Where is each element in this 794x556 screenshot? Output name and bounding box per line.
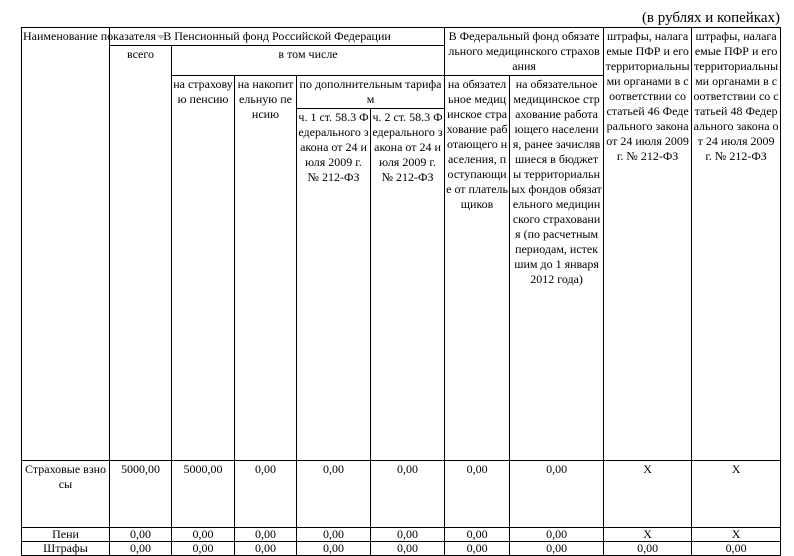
cell-funded-pension: 0,00 — [235, 461, 297, 528]
ffoms-legacy-header: на обязательное медицинское страхование работающего населения, ранее зачислявшиеся в бюджеты территориальных фондов обязательного медицинского страхования (по расчетным периодам, истекшим до 1 января 2012 года) — [510, 76, 604, 461]
cell-fines-46: X — [604, 528, 692, 542]
total-header: всего — [110, 46, 172, 461]
cell-fines-48: 0,00 — [692, 542, 781, 556]
cell-insurance-pension: 0,00 — [172, 542, 235, 556]
ffoms-working-header: на обязательное медицинское страхование работающего населения, поступающие от плательщиков — [445, 76, 510, 461]
cell-total: 5000,00 — [110, 461, 172, 528]
filter-dropdown-icon[interactable] — [157, 35, 165, 40]
art58-2-header: ч. 2 ст. 58.3 Федерального закона от 24 июля 2009 г. № 212-ФЗ — [371, 109, 445, 461]
cell-art58-2: 0,00 — [371, 542, 445, 556]
row-label: Страховые взносы — [22, 461, 110, 528]
fines-48-header: штрафы, налагаемые ПФР и его территориальными органами в соответствии со статьей 48 Федерального закона от 24 июля 2009 г. № 212-ФЗ — [692, 28, 781, 461]
fines-46-header: штрафы, налагаемые ПФР и его территориальными органами в соответствии со статьей 46 Федерального закона от 24 июля 2009 г. № 212-ФЗ — [604, 28, 692, 461]
cell-fines-48: X — [692, 461, 781, 528]
art58-1-header: ч. 1 ст. 58.3 Федерального закона от 24 июля 2009 г. № 212-ФЗ — [297, 109, 371, 461]
cell-art58-2: 0,00 — [371, 528, 445, 542]
cell-art58-1: 0,00 — [297, 528, 371, 542]
cell-fines-46: 0,00 — [604, 542, 692, 556]
cell-ffoms-legacy: 0,00 — [510, 542, 604, 556]
cell-ffoms-legacy: 0,00 — [510, 528, 604, 542]
cell-total: 0,00 — [110, 542, 172, 556]
cell-ffoms-working: 0,00 — [445, 461, 510, 528]
cell-funded-pension: 0,00 — [235, 528, 297, 542]
cell-fines-46: X — [604, 461, 692, 528]
cell-art58-2: 0,00 — [371, 461, 445, 528]
units-note: (в рублях и копейках) — [641, 10, 780, 26]
payments-table — [21, 27, 781, 556]
table-row — [22, 528, 781, 542]
cell-art58-1: 0,00 — [297, 461, 371, 528]
cell-ffoms-working: 0,00 — [445, 542, 510, 556]
table-row — [22, 542, 781, 556]
row-label: Штрафы — [22, 542, 110, 556]
row-label: Пени — [22, 528, 110, 542]
pfr-group-header: В Пенсионный фонд Российской Федерации — [110, 28, 445, 46]
cell-fines-48: X — [692, 528, 781, 542]
cell-ffoms-legacy: 0,00 — [510, 461, 604, 528]
table-row — [22, 461, 781, 528]
additional-tariffs-header: по дополнительным тарифам — [297, 76, 445, 109]
name-column-header-label: Наименование показателя — [23, 29, 156, 43]
including-header: в том числе — [172, 46, 445, 76]
cell-funded-pension: 0,00 — [235, 542, 297, 556]
cell-insurance-pension: 5000,00 — [172, 461, 235, 528]
cell-total: 0,00 — [110, 528, 172, 542]
funded-pension-header: на накопительную пенсию — [235, 76, 297, 461]
cell-ffoms-working: 0,00 — [445, 528, 510, 542]
insurance-pension-header: на страховую пенсию — [172, 76, 235, 461]
ffoms-group-header: В Федеральный фонд обязательного медицинского страхования — [445, 28, 604, 76]
cell-insurance-pension: 0,00 — [172, 528, 235, 542]
cell-art58-1: 0,00 — [297, 542, 371, 556]
